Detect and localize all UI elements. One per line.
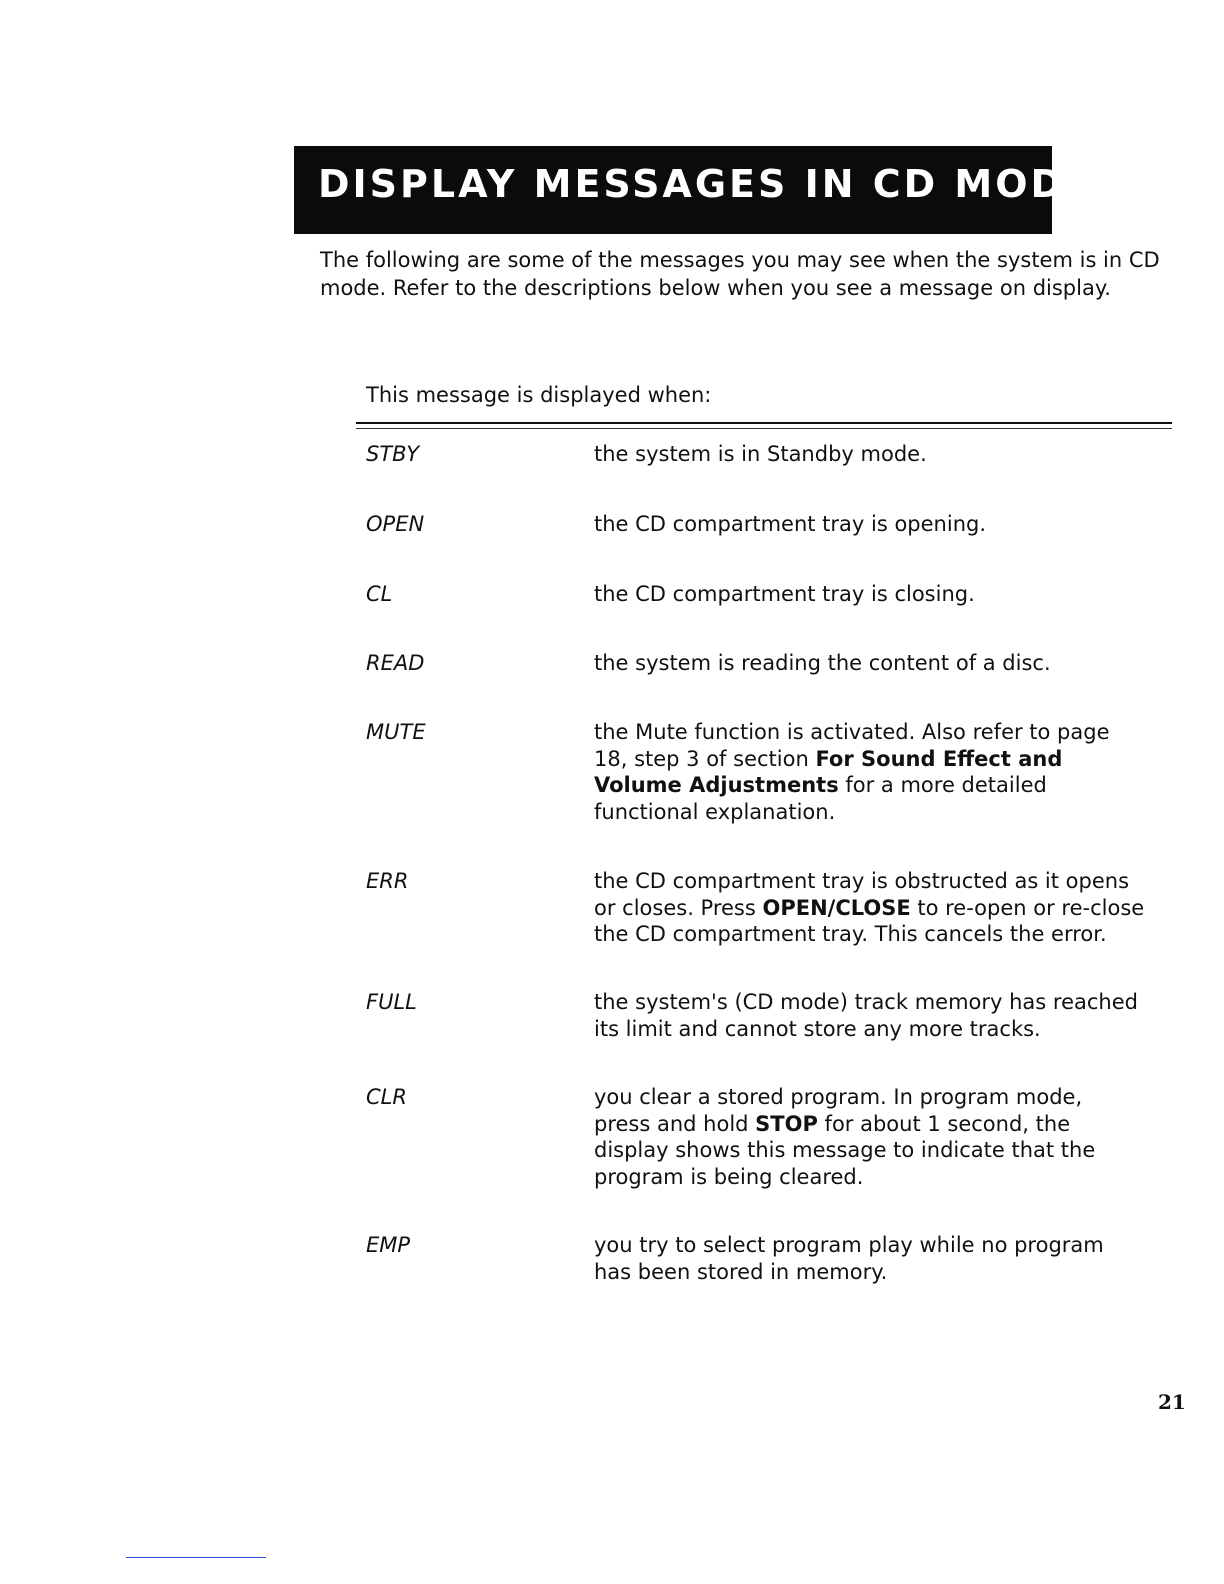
table-header: This message is displayed when: xyxy=(366,383,712,407)
message-code: STBY xyxy=(366,442,420,466)
message-description: the CD compartment tray is opening. xyxy=(594,512,987,536)
intro-line: The following are some of the messages you may see when the system is in CD xyxy=(320,248,1160,272)
message-description: the system's (CD mode) track memory has reached its limit and cannot store any more tracks. xyxy=(594,990,1138,1041)
message-code: EMP xyxy=(366,1233,411,1257)
footer-divider xyxy=(126,1557,266,1558)
message-code: READ xyxy=(366,651,425,675)
message-code: MUTE xyxy=(366,720,426,744)
message-code: CL xyxy=(366,582,393,606)
message-code: CLR xyxy=(366,1085,407,1109)
intro-line: mode. Refer to the descriptions below when you see a message on display. xyxy=(320,276,1111,300)
message-description: the system is in Standby mode. xyxy=(594,442,927,466)
section-title-bar xyxy=(294,146,1095,234)
page-number: 21 xyxy=(1158,1390,1186,1414)
message-description: you try to select program play while no program has been stored in memory. xyxy=(594,1233,1104,1284)
header-divider-thin xyxy=(356,428,1172,429)
message-description: the system is reading the content of a disc. xyxy=(594,651,1051,675)
page-title: DISPLAY MESSAGES IN CD MODE xyxy=(318,162,1095,206)
message-code: FULL xyxy=(366,990,417,1014)
message-code: ERR xyxy=(366,869,409,893)
message-description: the Mute function is activated. Also refer to page 18, step 3 of section For Sound Effect and Volume Adjustments for a more detailed functional explanation. xyxy=(594,720,1110,824)
message-code: OPEN xyxy=(366,512,425,536)
header-divider xyxy=(356,422,1172,424)
intro-paragraph xyxy=(320,246,1180,302)
message-description: you clear a stored program. In program mode, press and hold STOP for about 1 second, the display shows this message to indicate that the program is being cleared. xyxy=(594,1085,1096,1189)
message-description: the CD compartment tray is closing. xyxy=(594,582,975,606)
message-description: the CD compartment tray is obstructed as it opens or closes. Press OPEN/CLOSE to re-open or re-close the CD compartment tray. This cancels the error. xyxy=(594,869,1145,946)
